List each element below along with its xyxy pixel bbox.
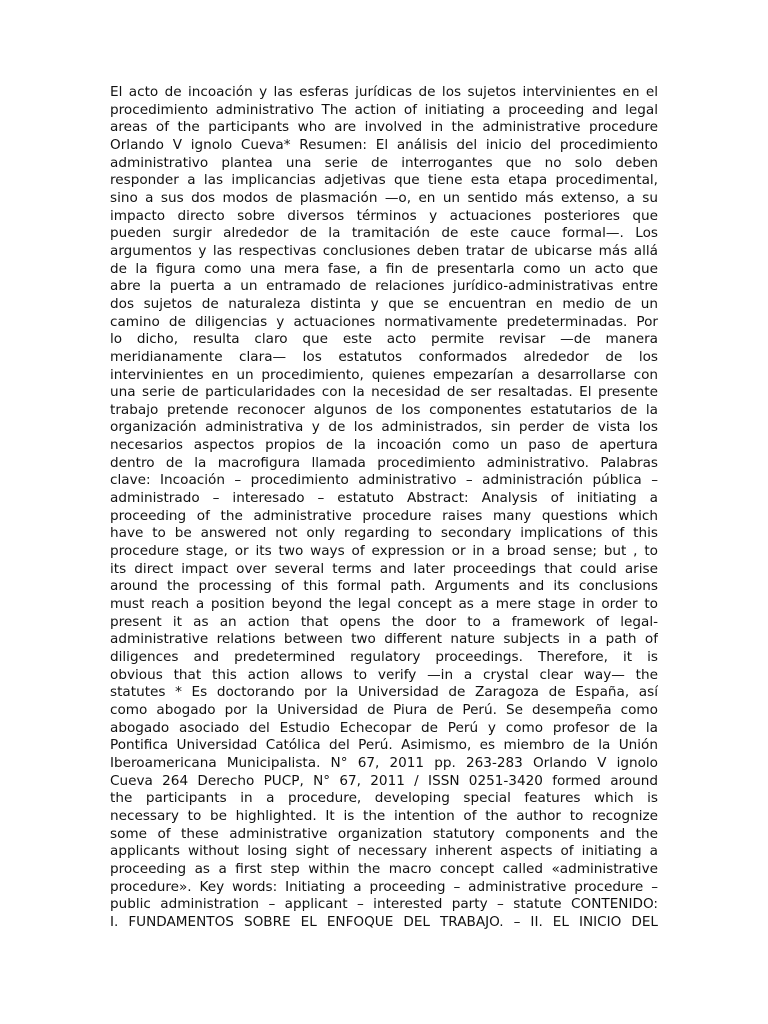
text-line: Orlando V ignolo Cueva* Resumen: El análisis del inicio del procedimiento	[110, 136, 658, 153]
text-line: procedure». Key words: Initiating a proceeding – administrative procedure –	[110, 878, 658, 895]
text-line: como abogado por la Universidad de Piura de Perú. Se desempeña como	[110, 701, 658, 718]
text-line: obvious that this action allows to verify —in a crystal clear way— the	[110, 666, 658, 683]
text-line: administrativo plantea una serie de interrogantes que no solo deben	[110, 154, 658, 171]
text-line: pueden surgir alrededor de la tramitación de este cauce formal—. Los	[110, 225, 658, 242]
text-line: administrado – interesado – estatuto Abstract: Analysis of initiating a	[110, 490, 658, 507]
text-line: I. FUNDAMENTOS SOBRE EL ENFOQUE DEL TRABAJO. – II. EL INICIO DEL	[110, 913, 658, 930]
text-line: abogado asociado del Estudio Echecopar de Perú y como profesor de la	[110, 719, 658, 736]
text-line: Pontifica Universidad Católica del Perú. Asimismo, es miembro de la Unión	[110, 737, 658, 754]
text-line: its direct impact over several terms and later proceedings that could arise	[110, 560, 658, 577]
text-line: proceeding of the administrative procedure raises many questions which	[110, 507, 658, 524]
text-line: dos sujetos de naturaleza distinta y que se encuentran en medio de un	[110, 295, 658, 312]
text-line: lo dicho, resulta claro que este acto permite revisar —de manera	[110, 331, 658, 348]
text-line: clave: Incoación – procedimiento administrativo – administración pública –	[110, 472, 658, 489]
text-line: applicants without losing sight of necessary inherent aspects of initiating a	[110, 843, 658, 860]
text-line: present it as an action that opens the door to a framework of legal-	[110, 613, 658, 630]
text-line: administrative relations between two different nature subjects in a path of	[110, 631, 658, 648]
text-line: meridianamente clara— los estatutos conformados alrededor de los	[110, 348, 658, 365]
text-line: dentro de la macrofigura llamada procedimiento administrativo. Palabras	[110, 454, 658, 471]
text-line: abre la puerta a un entramado de relaciones jurídico-administrativas entre	[110, 278, 658, 295]
text-line: de la figura como una mera fase, a fin de presentarla como un acto que	[110, 260, 658, 277]
text-line: necesarios aspectos propios de la incoación como un paso de apertura	[110, 437, 658, 454]
text-line: sino a sus dos modos de plasmación —o, en un sentido más extenso, a su	[110, 189, 658, 206]
text-line: around the processing of this formal path. Arguments and its conclusions	[110, 578, 658, 595]
text-line: the participants in a procedure, developing special features which is	[110, 790, 658, 807]
text-line: procedimiento administrativo The action of initiating a proceeding and legal	[110, 101, 658, 118]
text-line: argumentos y las respectivas conclusiones deben tratar de ubicarse más allá	[110, 242, 658, 259]
text-line: impacto directo sobre diversos términos y actuaciones posteriores que	[110, 207, 658, 224]
text-line: responder a las implicancias adjetivas que tiene esta etapa procedimental,	[110, 172, 658, 189]
text-line: must reach a position beyond the legal concept as a mere stage in order to	[110, 596, 658, 613]
text-line: statutes * Es doctorando por la Universidad de Zaragoza de España, así	[110, 684, 658, 701]
text-line: procedure stage, or its two ways of expression or in a broad sense; but , to	[110, 543, 658, 560]
text-line: Cueva 264 Derecho PUCP, N° 67, 2011 / ISSN 0251-3420 formed around	[110, 772, 658, 789]
text-line: public administration – applicant – interested party – statute CONTENIDO:	[110, 896, 658, 913]
text-line: Iberoamericana Municipalista. N° 67, 2011 pp. 263-283 Orlando V ignolo	[110, 754, 658, 771]
text-line: have to be answered not only regarding to secondary implications of this	[110, 525, 658, 542]
text-line: camino de diligencias y actuaciones normativamente predeterminadas. Por	[110, 313, 658, 330]
document-body	[110, 84, 658, 932]
text-line: necessary to be highlighted. It is the intention of the author to recognize	[110, 807, 658, 824]
text-line: intervinientes en un procedimiento, quienes empezarían a desarrollarse con	[110, 366, 658, 383]
text-line: trabajo pretende reconocer algunos de los componentes estatutarios de la	[110, 401, 658, 418]
text-line: El acto de incoación y las esferas jurídicas de los sujetos intervinientes en el	[110, 84, 658, 100]
text-line: some of these administrative organization statutory components and the	[110, 825, 658, 842]
text-line: una serie de particularidades con la necesidad de ser resaltadas. El presente	[110, 384, 658, 401]
text-line: proceeding as a first step within the macro concept called «administrative	[110, 860, 658, 877]
text-line: diligences and predetermined regulatory proceedings. Therefore, it is	[110, 649, 658, 665]
text-line: organización administrativa y de los administrados, sin perder de vista los	[110, 419, 658, 436]
text-line: areas of the participants who are involved in the administrative procedure	[110, 119, 658, 136]
